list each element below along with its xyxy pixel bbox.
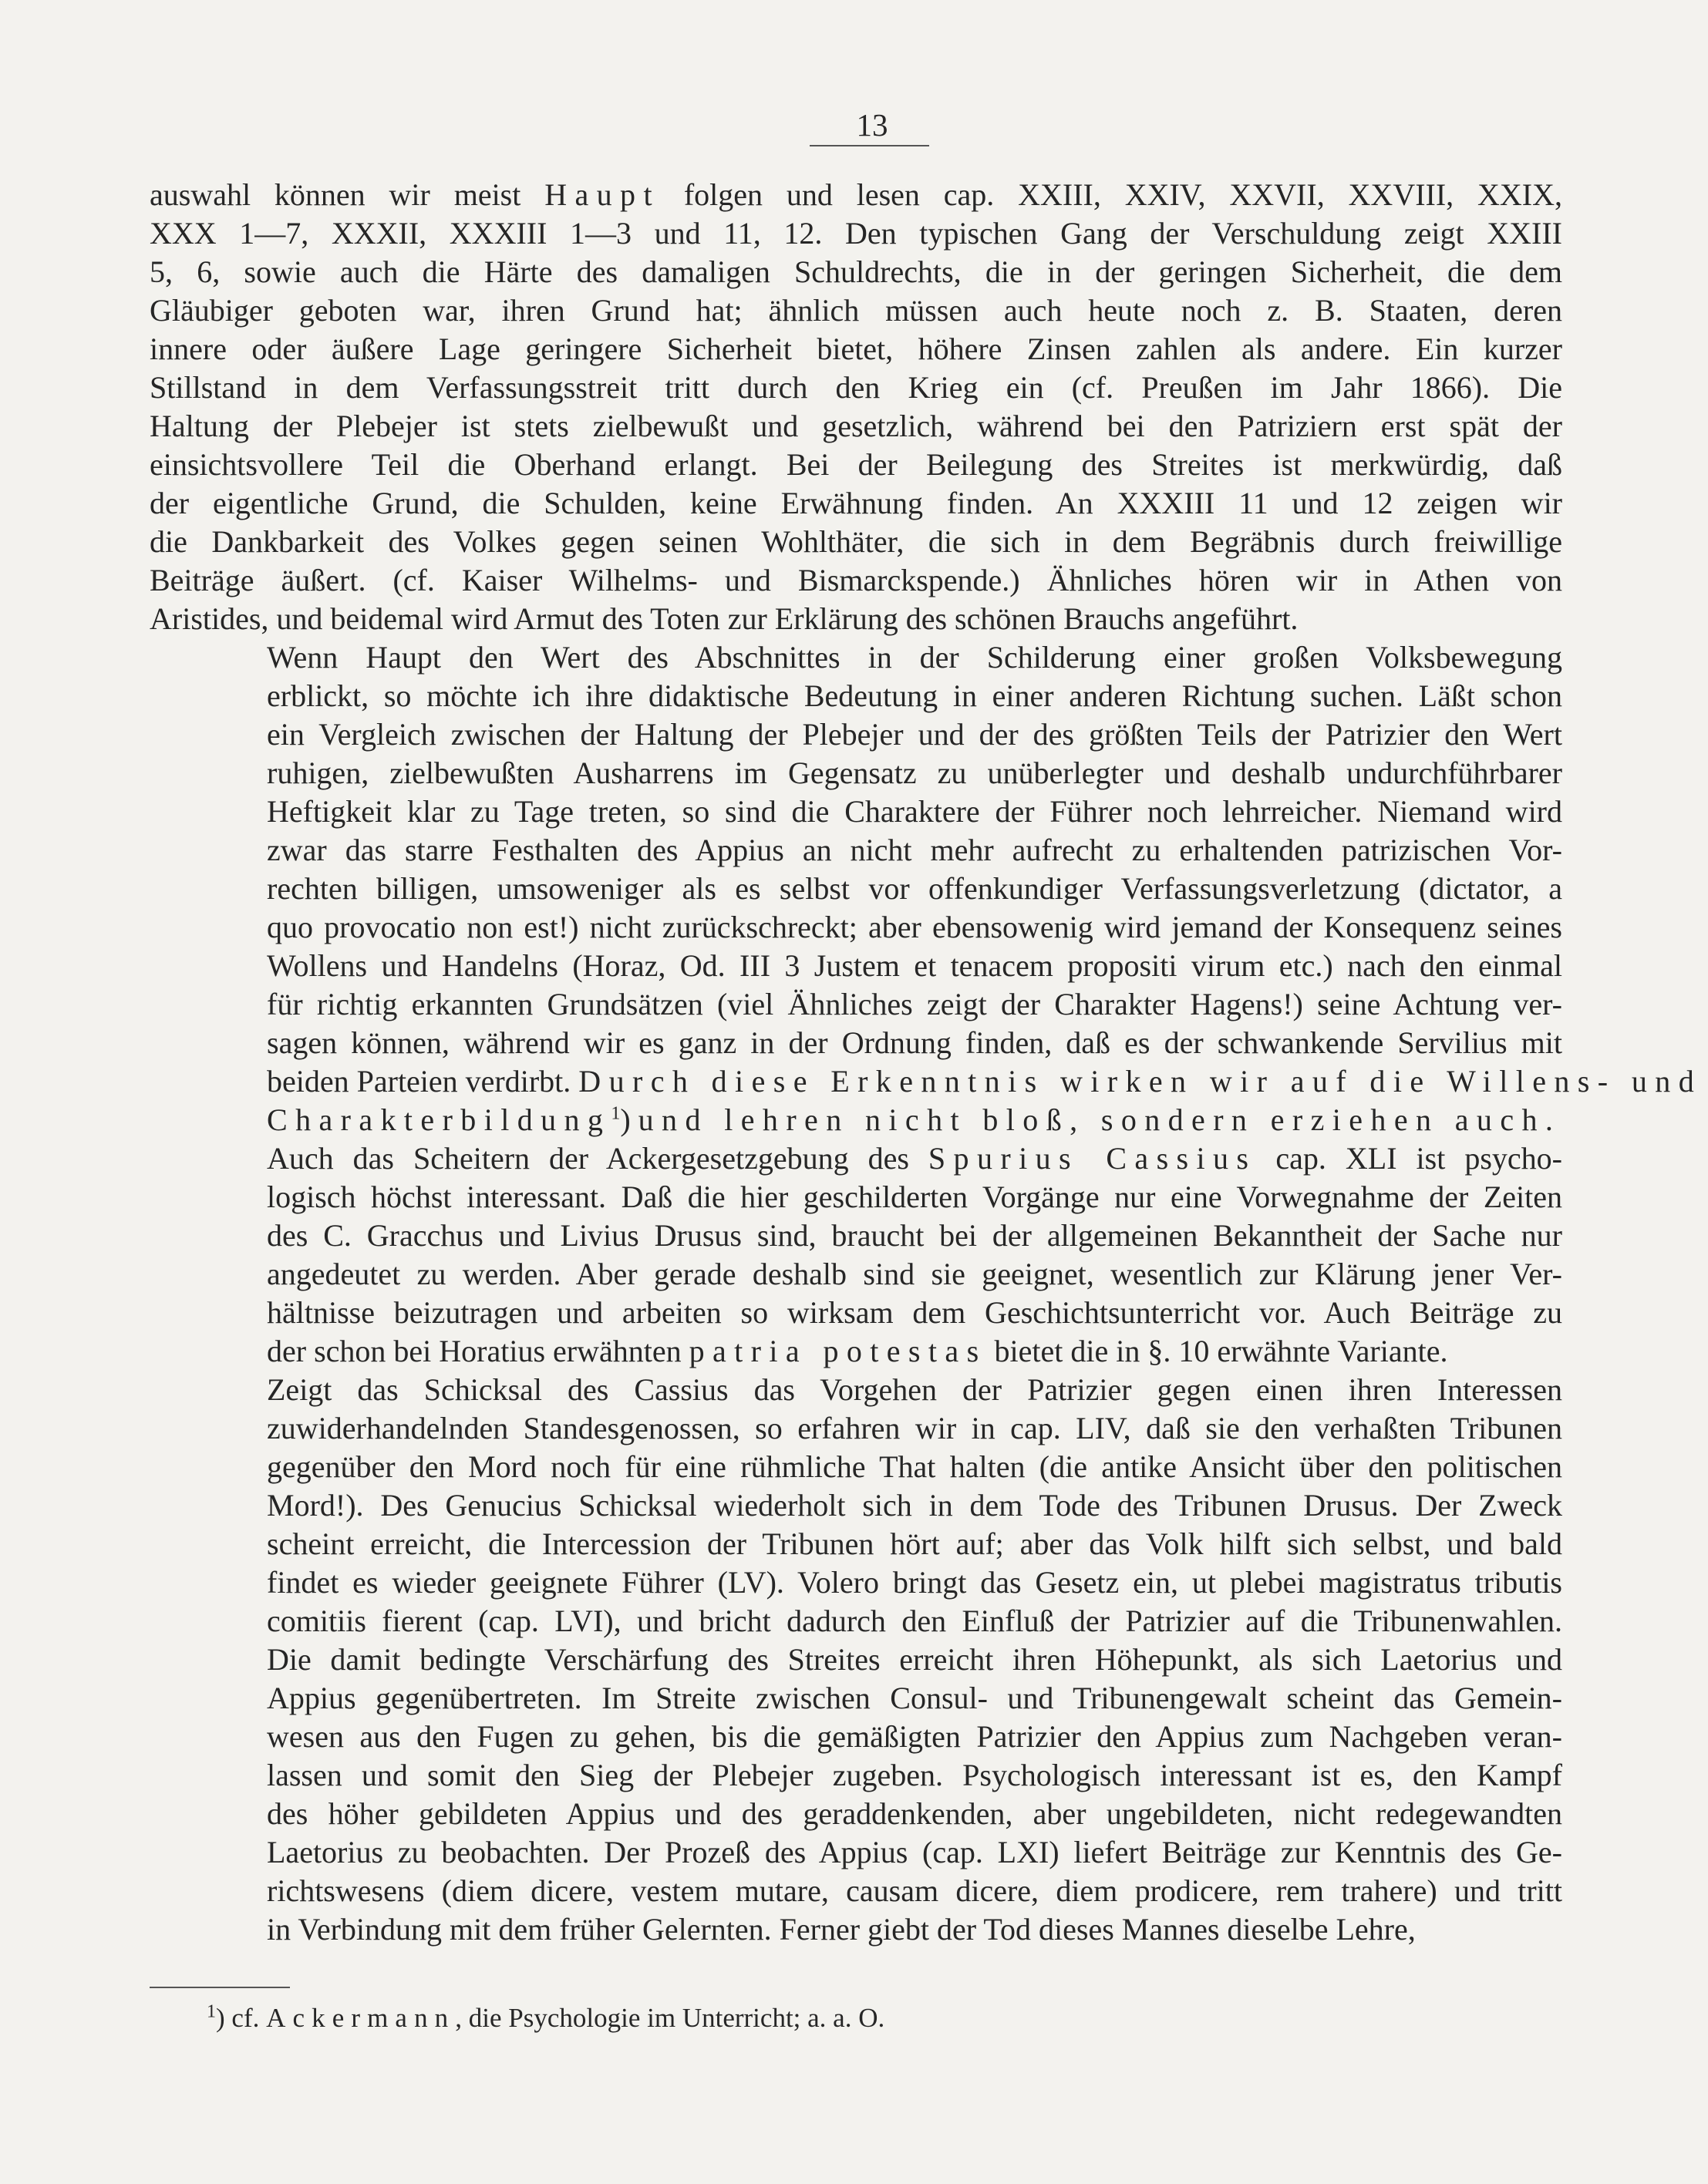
spaced-emphasis: Haupt [544,177,660,212]
spaced-emphasis: Spurius Cassius [928,1141,1257,1176]
text-run: Laetorius zu beobachten. Der Prozeß des Appius (cap. LXI) liefert Beiträge zur Kenntnis des Ge- [267,1835,1562,1869]
text-run: wesen aus den Fugen zu gehen, bis die gemäßigten Patrizier den Appius zum Nachgeben veran- [267,1719,1562,1754]
text-run: hältnisse beizutragen und arbeiten so wirksam dem Geschichtsunterricht vor. Auch Beiträge zu [267,1295,1562,1330]
paragraph [150,1139,1562,1371]
text-run: Wollens und Handelns (Horaz, Od. III 3 Justem et tenacem propositi virum etc.) nach den einmal [267,948,1562,983]
text-line [150,677,1562,715]
body-text [150,176,1703,1949]
text-run: logisch höchst interessant. Daß die hier geschilderten Vorgänge nur eine Vorwegnahme der Zeiten [267,1179,1562,1214]
text-line [150,638,1562,677]
text-run: ) cf. [216,2003,267,2033]
text-run: comitiis fierent (cap. LVI), und bricht dadurch den Einfluß der Patrizier auf die Tribunenwahlen. [267,1604,1562,1638]
text-line [150,176,1562,214]
text-run: richtswesens (diem dicere, vestem mutare, causam dicere, diem prodicere, rem trahere) und tritt [267,1873,1562,1908]
footnote-marker: 1 [207,2001,216,2022]
text-line [150,1679,1562,1718]
text-run: des höher gebildeten Appius und des geraddenkenden, aber ungebildeten, nicht redegewandten [267,1796,1562,1831]
text-run: sagen können, während wir es ganz in der Ordnung finden, daß es der schwankende Servilius mit [267,1025,1562,1060]
spaced-emphasis: und lehren nicht bloß, sondern erziehen auch. [638,1102,1561,1137]
text-run: bietet die in §. 10 erwähnte Variante. [986,1334,1448,1368]
text-line [150,1448,1562,1486]
text-run: findet es wieder geeignete Führer (LV). Volero bringt das Gesetz ein, ut plebei magistratus tributis [267,1565,1562,1600]
text-run: gegenüber den Mord noch für eine rühmliche That halten (die antike Ansicht über den politischen [267,1449,1562,1484]
text-line [150,1139,1562,1178]
text-run: Auch das Scheitern der Ackergesetzgebung des [267,1141,928,1176]
text-line [150,484,1562,523]
text-line [150,1371,1562,1409]
text-line [150,1563,1562,1602]
text-run: , die Psychologie im Unterricht; a. a. O. [455,2003,885,2033]
text-line [150,1178,1562,1217]
text-line [150,1024,1562,1062]
spaced-emphasis: Ackermann [266,2003,456,2033]
text-line [150,792,1562,831]
page-number: 13 [856,107,888,143]
spaced-emphasis: Durch diese Erkenntnis wirken wir auf die Willens- und [578,1064,1703,1099]
text-line [150,1833,1562,1872]
text-line [150,1756,1562,1795]
text-line [150,1641,1562,1679]
text-line [150,291,1562,330]
text-run: folgen und lesen cap. XXIII, XXIV, XXVII, XXVIII, XXIX, [659,177,1562,212]
text-line [150,715,1562,754]
paragraph [150,1371,1562,1949]
text-line [150,1910,1562,1949]
text-run: erblickt, so möchte ich ihre didaktische Bedeutung in einer anderen Richtung suchen. Läßt schon [267,678,1562,713]
footnote-rule [150,1987,290,1988]
paragraph [150,638,1703,1139]
text-run: einsichtsvollere Teil die Oberhand erlangt. Bei der Beilegung des Streites ist merkwürdig, daß [150,447,1562,482]
text-run: scheint erreicht, die Intercession der Tribunen hört auf; aber das Volk hilft sich selbst, und bald [267,1526,1562,1561]
spaced-emphasis: Charakterbildung [267,1102,611,1137]
text-run: angedeutet zu werden. Aber gerade deshalb sind sie geeignet, wesentlich zur Klärung jener Ver- [267,1257,1562,1291]
text-line [150,523,1562,561]
text-line [150,1602,1562,1641]
text-run: zuwiderhandelnden Standesgenossen, so erfahren wir in cap. LIV, daß sie den verhaßten Tribunen [267,1411,1562,1445]
text-line [150,561,1562,600]
text-line [150,754,1562,792]
footnote-marker: 1 [611,1103,621,1124]
spaced-emphasis: patria potestas [689,1334,987,1368]
text-line [150,407,1562,446]
text-run: Appius gegenübertreten. Im Streite zwischen Consul- und Tribunengewalt scheint das Gemein- [267,1681,1562,1715]
text-line [150,1525,1562,1563]
text-run: Aristides, und beidemal wird Armut des Toten zur Erklärung des schönen Brauchs angeführt. [150,601,1299,636]
text-run: die Dankbarkeit des Volkes gegen seinen Wohlthäter, die sich in dem Begräbnis durch freiwillige [150,524,1562,559]
text-line [150,908,1562,947]
text-run: auswahl können wir meist [150,177,545,212]
text-line [150,831,1562,870]
text-run: beiden Parteien verdirbt. [267,1064,579,1099]
text-line [150,1795,1562,1833]
text-run: Heftigkeit klar zu Tage treten, so sind die Charaktere der Führer noch lehrreicher. Niemand wird [267,794,1562,829]
text-run: ) [620,1102,638,1137]
text-line [150,1294,1562,1332]
text-run: Zeigt das Schicksal des Cassius das Vorgehen der Patrizier gegen einen ihren Interessen [267,1372,1562,1407]
text-run: ein Vergleich zwischen der Haltung der Plebejer und der des größten Teils der Patrizier den Wert [267,717,1562,752]
text-run: quo provocatio non est!) nicht zurückschreckt; aber ebensowenig wird jemand der Konsequenz seines [267,910,1562,944]
text-line [150,1718,1562,1756]
text-line [150,1409,1562,1448]
text-run: Haltung der Plebejer ist stets zielbewußt und gesetzlich, während bei den Patriziern erst spät der [150,409,1562,443]
text-line [150,446,1562,484]
text-run: ruhigen, zielbewußten Ausharrens im Gegensatz zu unüberlegter und deshalb undurchführbarer [267,755,1562,790]
text-line [150,368,1562,407]
text-line [150,1062,1703,1101]
text-run: XXX 1—7, XXXII, XXXIII 1—3 und 11, 12. Den typischen Gang der Verschuldung zeigt XXIII [150,216,1562,251]
text-run: Beiträge äußert. (cf. Kaiser Wilhelms- und Bismarckspende.) Ähnliches hören wir in Athen von [150,563,1562,597]
footnote [207,2001,1363,2035]
text-run: der eigentliche Grund, die Schulden, keine Erwähnung finden. An XXXIII 11 und 12 zeigen wir [150,486,1562,520]
text-run: für richtig erkannten Grundsätzen (viel Ähnliches zeigt der Charakter Hagens!) seine Achtung ver- [267,987,1562,1021]
text-run: Gläubiger geboten war, ihren Grund hat; ähnlich müssen auch heute noch z. B. Staaten, deren [150,293,1562,328]
text-run: rechten billigen, umsoweniger als es selbst vor offenkundiger Verfassungsverletzung (dictator, a [267,871,1562,906]
text-line [150,600,1562,638]
text-run: lassen und somit den Sieg der Plebejer zugeben. Psychologisch interessant ist es, den Kampf [267,1758,1562,1792]
text-run: cap. XLI ist psycho- [1256,1141,1562,1176]
text-line [150,330,1562,368]
text-line [150,1332,1562,1371]
text-line [150,1217,1562,1255]
text-run: 5, 6, sowie auch die Härte des damaligen Schuldrechts, die in der geringen Sicherheit, die dem [150,254,1562,289]
text-run: Wenn Haupt den Wert des Abschnittes in der Schilderung einer großen Volksbewegung [267,640,1562,675]
text-run: des C. Gracchus und Livius Drusus sind, braucht bei der allgemeinen Bekanntheit der Sache nur [267,1218,1562,1253]
text-run: in Verbindung mit dem früher Gelernten. Ferner giebt der Tod dieses Mannes dieselbe Lehre, [267,1912,1416,1947]
text-line [150,870,1562,908]
text-line [150,1101,1562,1139]
paragraph [150,176,1562,638]
text-line [150,1486,1562,1525]
text-line [150,1872,1562,1910]
text-line [150,1255,1562,1294]
text-run: der schon bei Horatius erwähnten [267,1334,689,1368]
text-run: Die damit bedingte Verschärfung des Streites erreicht ihren Höhepunkt, als sich Laetorius und [267,1642,1562,1677]
text-line [150,253,1562,291]
text-run: Stillstand in dem Verfassungsstreit tritt durch den Krieg ein (cf. Preußen im Jahr 1866). Die [150,370,1562,405]
text-line [150,947,1562,985]
text-run: zwar das starre Festhalten des Appius an nicht mehr aufrecht zu erhaltenden patrizischen Vor- [267,833,1562,867]
text-run: innere oder äußere Lage geringere Sicherheit bietet, höhere Zinsen zahlen als andere. Ein kurzer [150,331,1562,366]
text-line [150,214,1562,253]
text-line [150,985,1562,1024]
text-run: Mord!). Des Genucius Schicksal wiederholt sich in dem Tode des Tribunen Drusus. Der Zweck [267,1488,1562,1523]
header-rule [810,145,929,146]
